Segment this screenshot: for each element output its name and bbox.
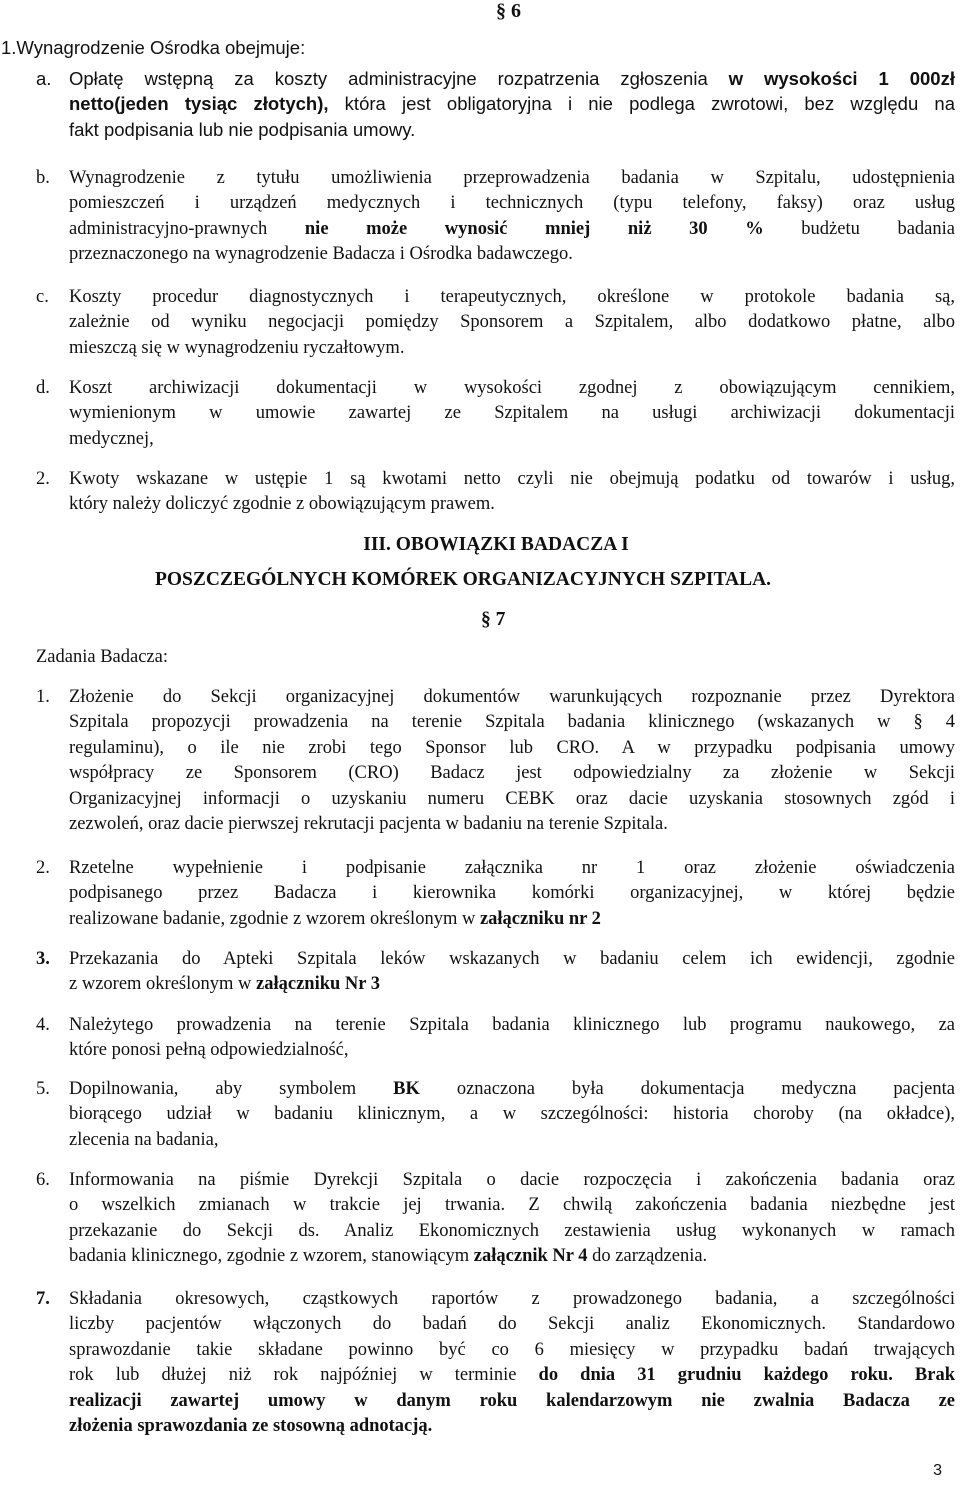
text-span: administracyjno-prawnych	[69, 218, 305, 239]
text-span: przeznaczonego na wynagrodzenie Badacza i Ośrodka badawczego.	[69, 244, 573, 265]
text-line	[69, 91, 955, 116]
text-line	[69, 166, 955, 191]
text-line	[69, 736, 955, 761]
text-line	[69, 1193, 955, 1218]
text-span: Złożenie do Sekcji organizacyjnej dokumentów warunkujących rozpoznanie przez Dyrektora	[69, 687, 955, 707]
text-line	[69, 1414, 955, 1439]
text-line	[69, 427, 955, 452]
item-marker: 4.	[36, 1015, 50, 1035]
text-span: Przekazania do Apteki Szpitala leków wskazanych w badaniu celem ich ewidencji, zgodnie	[69, 949, 955, 969]
item-marker: 6.	[36, 1170, 50, 1190]
text-span: współpracy ze Sponsorem (CRO) Badacz jest odpowiedzialny za złożenie w Sekcji	[69, 763, 955, 784]
item-text	[69, 66, 955, 142]
item-text	[69, 1077, 955, 1153]
intro-line: 1.Wynagrodzenie Ośrodka obejmuje:	[1, 37, 306, 58]
section-number-6: § 6	[496, 0, 521, 22]
text-span: z wzorem określonym w	[69, 974, 257, 995]
item-marker: b.	[36, 168, 50, 188]
text-line	[69, 1312, 955, 1337]
item-marker: 3.	[36, 949, 50, 969]
bold-text-span: do dnia 31 grudniu każdego roku. Brak	[538, 1365, 955, 1386]
item-marker: 2.	[36, 469, 50, 489]
text-line	[69, 710, 955, 735]
text-line	[69, 66, 955, 91]
text-span: Dopilnowania, aby symbolem	[69, 1079, 394, 1099]
item-marker: a.	[36, 68, 52, 89]
text-line	[69, 881, 955, 906]
item-marker: 2.	[36, 858, 50, 878]
text-span: biorącego udział w badaniu klinicznym, a w szczególności: historia choroby (na okładce),	[69, 1104, 955, 1125]
bold-text-span: BK	[393, 1079, 420, 1099]
text-span: Należytego prowadzenia na terenie Szpitala badania klinicznego lub programu naukowego, za	[69, 1015, 955, 1035]
text-span: Organizacyjnej informacji o uzyskaniu numeru CEBK oraz dacie uzyskania stosownych zgód i	[69, 788, 955, 809]
item-text	[69, 376, 955, 452]
text-span: Szpitala propozycji prowadzenia na terenie Szpitala badania klinicznego (wskazanych w § 4	[69, 712, 955, 733]
text-line	[69, 1077, 955, 1102]
text-line	[69, 812, 955, 837]
text-span: wymienionym w umowie zawartej ze Szpitalem na usługi archiwizacji dokumentacji	[69, 403, 955, 424]
text-line	[69, 1102, 955, 1127]
text-line	[69, 376, 955, 401]
text-span: zezwoleń, oraz dacie pierwszej rekrutacji pacjenta w badaniu na terenie Szpitala.	[69, 813, 668, 834]
text-line	[69, 310, 955, 335]
text-line	[69, 972, 955, 997]
item-text	[69, 685, 955, 837]
text-line	[69, 1128, 955, 1153]
bold-text-span: załącznik Nr 4	[473, 1246, 588, 1267]
text-span: rok lub dłużej niż rok najpóźniej w terminie	[69, 1365, 539, 1386]
item-text	[69, 1013, 955, 1064]
text-line	[69, 1168, 955, 1193]
text-line	[69, 1287, 955, 1312]
item-marker: c.	[36, 287, 49, 307]
bold-text-span: realizacji zawartej umowy w danym roku kalendarzowym nie zwalnia Badacza ze	[69, 1390, 955, 1411]
text-line	[69, 1219, 955, 1244]
text-line	[69, 787, 955, 812]
item-text	[69, 467, 955, 518]
text-line	[69, 1389, 955, 1414]
text-line	[69, 401, 955, 426]
text-span: badania klinicznego, zgodnie z wzorem, stanowiącym	[69, 1246, 474, 1267]
page-number: 3	[933, 1462, 942, 1479]
text-line	[69, 947, 955, 972]
bold-text-span: w wysokości 1 000zł	[728, 68, 955, 89]
item-marker: 5.	[36, 1079, 50, 1099]
text-span: oznaczona była dokumentacja medyczna pacjenta	[419, 1079, 955, 1099]
text-line	[69, 1363, 955, 1388]
text-span: sprawozdanie takie składane powinno być co 6 miesięcy w przypadku badań trwających	[69, 1339, 955, 1360]
text-line	[69, 191, 955, 216]
item-text	[69, 166, 955, 268]
text-span: Rzetelne wypełnienie i podpisanie załącznika nr 1 oraz złożenie oświadczenia	[69, 858, 955, 878]
text-span: zależnie od wyniku negocjacji pomiędzy Sponsorem a Szpitalem, albo dodatkowo płatne, albo	[69, 312, 955, 333]
item-marker: d.	[36, 378, 50, 398]
text-span: budżetu badania	[763, 218, 955, 239]
text-span: mieszczą się w wynagrodzeniu ryczałtowym.	[69, 337, 405, 358]
text-span: Kwoty wskazane w ustępie 1 są kwotami netto czyli nie obejmują podatku od towarów i usług,	[69, 469, 955, 489]
text-span: regulaminu), o ile nie zrobi tego Sponsor lub CRO. A w przypadku podpisania umowy	[69, 737, 955, 758]
text-line	[69, 1244, 955, 1269]
text-line	[69, 492, 955, 517]
item-text	[69, 856, 955, 932]
text-span: Koszt archiwizacji dokumentacji w wysokości zgodnej z obowiązującym cennikiem,	[69, 378, 955, 398]
text-span: liczby pacjentów włączonych do badań do Sekcji analiz Ekonomicznych. Standardowo	[69, 1314, 955, 1335]
item-text	[69, 1287, 955, 1439]
text-line	[69, 1338, 955, 1363]
text-line	[69, 907, 955, 932]
text-span: Wynagrodzenie z tytułu umożliwienia przeprowadzenia badania w Szpitalu, udostępnienia	[69, 168, 955, 188]
text-line	[69, 856, 955, 881]
section-number-7: § 7	[481, 609, 506, 630]
text-line	[69, 1038, 955, 1063]
item-marker: 1.	[36, 687, 50, 707]
text-span: o wszelkich zmianach w trakcie jej trwania. Z chwilą zakończenia badania niezbędne jest	[69, 1195, 955, 1216]
text-span: realizowane badanie, zgodnie z wzorem określonym w	[69, 908, 480, 929]
text-span: Koszty procedur diagnostycznych i terapeutycznych, określone w protokole badania są,	[69, 287, 955, 307]
item-text	[69, 947, 955, 998]
text-span: medycznej,	[69, 428, 154, 449]
text-span: Składania okresowych, cząstkowych raportów z prowadzonego badania, a szczególności	[69, 1289, 955, 1309]
text-line	[69, 242, 955, 267]
text-span: która jest obligatoryjna i nie podlega zwrotowi, bez względu na	[328, 93, 955, 115]
bold-text-span: netto(jeden tysiąc złotych),	[69, 93, 329, 115]
text-span: do zarządzenia.	[587, 1246, 708, 1267]
item-text	[69, 285, 955, 361]
text-span: które ponosi pełną odpowiedzialność,	[69, 1040, 349, 1061]
bold-text-span: złożenia sprawozdania ze stosowną adnotacją.	[69, 1415, 433, 1436]
text-line	[69, 285, 955, 310]
bold-text-span: nie może wynosić mniej niż 30 %	[304, 218, 764, 239]
text-span: zlecenia na badania,	[69, 1129, 219, 1150]
bold-text-span: załączniku nr 2	[479, 908, 601, 929]
text-line	[69, 217, 955, 242]
text-span: pomieszczeń i urządzeń medycznych i technicznych (typu telefony, faksy) oraz usług	[69, 193, 955, 214]
text-span: Opłatę wstępną za koszty administracyjne rozpatrzenia zgłoszenia	[69, 68, 729, 89]
text-span: fakt podpisania lub nie podpisania umowy.	[69, 118, 416, 140]
text-span: przekazanie do Sekcji ds. Analiz Ekonomicznych zestawienia usług wykonanych w ramach	[69, 1220, 955, 1241]
section-heading-line2: POSZCZEGÓLNYCH KOMÓREK ORGANIZACYJNYCH SZPITALA.	[154, 569, 772, 590]
text-line	[69, 117, 955, 142]
item-marker: 7.	[36, 1289, 50, 1309]
item-text	[69, 1168, 955, 1270]
text-line	[69, 1013, 955, 1038]
text-line	[69, 336, 955, 361]
section-heading-line1: III. OBOWIĄZKI BADACZA I	[363, 534, 629, 555]
bold-text-span: załączniku Nr 3	[256, 974, 381, 995]
text-line	[69, 685, 955, 710]
text-line	[69, 761, 955, 786]
text-line	[69, 467, 955, 492]
text-span: podpisanego przez Badacza i kierownika komórki organizacyjnej, w której będzie	[69, 883, 955, 904]
text-span: który należy doliczyć zgodnie z obowiązującym prawem.	[69, 494, 495, 515]
tasks-label: Zadania Badacza:	[36, 647, 168, 667]
text-span: Informowania na piśmie Dyrekcji Szpitala o dacie rozpoczęcia i zakończenia badania oraz	[69, 1170, 955, 1190]
